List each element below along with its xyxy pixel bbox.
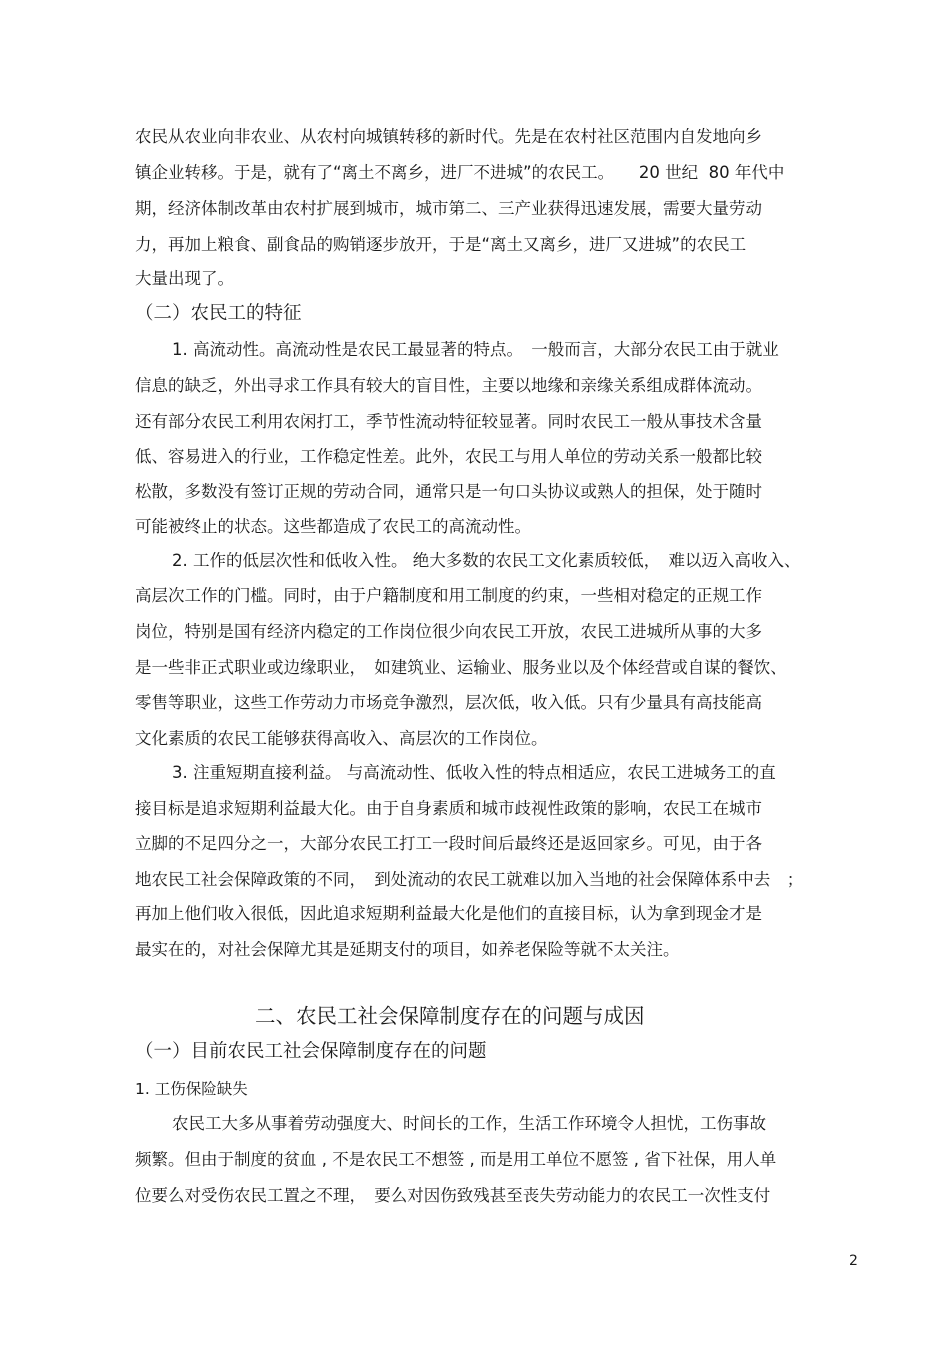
text-line: 松散，多数没有签订正规的劳动合同，通常只是一句口头协议或熟人的担保，处于随时 bbox=[135, 482, 762, 501]
paragraph-first-line: 1. 高流动性。高流动性是农民工最显著的特点。 一般而言，大部分农民工由于就业 bbox=[172, 340, 779, 359]
chapter-title: 二、农民工社会保障制度存在的问题与成因 bbox=[255, 1004, 645, 1028]
text-line: 还有部分农民工利用农闲打工，季节性流动特征较显著。同时农民工一般从事技术含量 bbox=[135, 412, 762, 431]
page-number: 2 bbox=[849, 1253, 858, 1269]
text-line: 频繁。但由于制度的贫血 , 不是农民工不想签 , 而是用工单位不愿签 , 省下社保，用人单 bbox=[135, 1150, 777, 1169]
text-line: 期，经济体制改革由农村扩展到城市，城市第二、三产业获得迅速发展，需要大量劳动 bbox=[135, 199, 762, 218]
text-line: 岗位，特别是国有经济内稳定的工作岗位很少向农民工开放，农民工进城所从事的大多 bbox=[135, 622, 762, 641]
text-line: 接目标是追求短期利益最大化。由于自身素质和城市歧视性政策的影响，农民工在城市 bbox=[135, 799, 762, 818]
paragraph-first-line: 2. 工作的低层次性和低收入性。 绝大多数的农民工文化素质较低， 难以迈入高收入、 bbox=[172, 551, 801, 570]
text-line: 大量出现了。 bbox=[135, 269, 234, 288]
text-line: 是一些非正式职业或边缘职业， 如建筑业、运输业、服务业以及个体经营或自谋的餐饮、 bbox=[135, 658, 787, 677]
text-line: 高层次工作的门槛。同时，由于户籍制度和用工制度的约束，一些相对稳定的正规工作 bbox=[135, 586, 762, 605]
text-line: 位要么对受伤农民工置之不理， 要么对因伤致残甚至丧失劳动能力的农民工一次性支付 bbox=[135, 1186, 771, 1205]
paragraph-first-line: 3. 注重短期直接利益。 与高流动性、低收入性的特点相适应，农民工进城务工的直 bbox=[172, 763, 776, 782]
text-line: 再加上他们收入很低，因此追求短期利益最大化是他们的直接目标，认为拿到现金才是 bbox=[135, 904, 762, 923]
section-heading: （二）农民工的特征 bbox=[135, 303, 302, 324]
text-line: 最实在的，对社会保障尤其是延期支付的项目，如养老保险等就不太关注。 bbox=[135, 940, 680, 959]
text-line: 镇企业转移。于是，就有了“离土不离乡，进厂不进城”的农民工。 20 世纪 80 年代中 bbox=[135, 163, 785, 182]
subsection-heading: 1. 工伤保险缺失 bbox=[135, 1080, 248, 1098]
text-line: 地农民工社会保障政策的不同， 到处流动的农民工就难以加入当地的社会保障体系中去 ； bbox=[135, 870, 804, 889]
text-line: 文化素质的农民工能够获得高收入、高层次的工作岗位。 bbox=[135, 729, 548, 748]
paragraph-first-line: 农民工大多从事着劳动强度大、时间长的工作，生活工作环境令人担忧，工伤事故 bbox=[172, 1114, 766, 1133]
text-line: 低、容易进入的行业，工作稳定性差。此外，农民工与用人单位的劳动关系一般都比较 bbox=[135, 447, 762, 466]
text-line: 力，再加上粮食、副食品的购销逐步放开，于是“离土又离乡，进厂又进城”的农民工 bbox=[135, 235, 747, 254]
text-line: 农民从农业向非农业、从农村向城镇转移的新时代。先是在农村社区范围内自发地向乡 bbox=[135, 127, 762, 146]
text-line: 可能被终止的状态。这些都造成了农民工的高流动性。 bbox=[135, 517, 531, 536]
section-heading: （一）目前农民工社会保障制度存在的问题 bbox=[135, 1041, 487, 1062]
text-line: 立脚的不足四分之一，大部分农民工打工一段时间后最终还是返回家乡。可见，由于各 bbox=[135, 834, 762, 853]
text-line: 信息的缺乏，外出寻求工作具有较大的盲目性，主要以地缘和亲缘关系组成群体流动。 bbox=[135, 376, 762, 395]
text-line: 零售等职业，这些工作劳动力市场竞争激烈，层次低，收入低。只有少量具有高技能高 bbox=[135, 693, 762, 712]
